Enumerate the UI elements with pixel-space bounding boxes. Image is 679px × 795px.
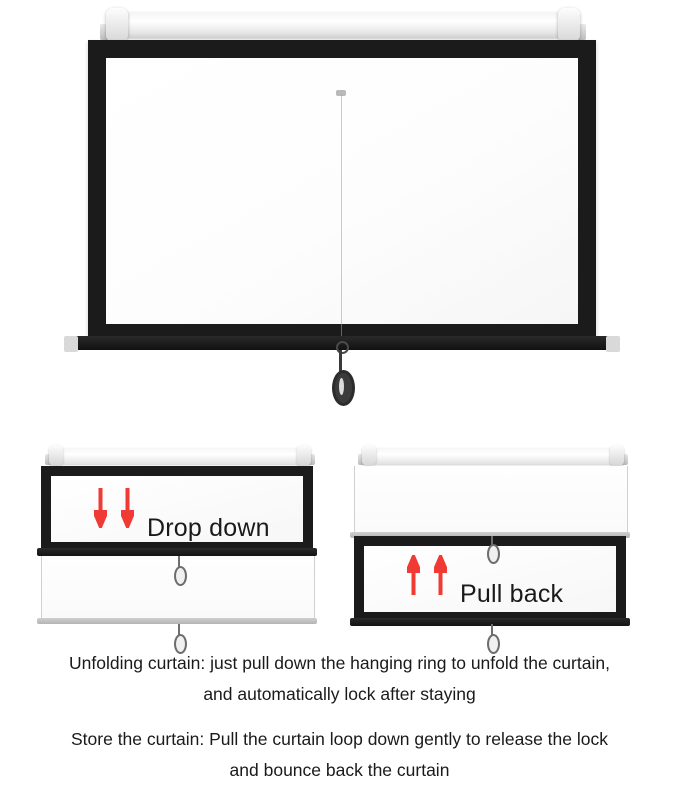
panel-end-cap-left bbox=[49, 445, 63, 466]
panel-hanging-ring-upper-icon bbox=[174, 566, 187, 586]
panel2-retracted-position-outline bbox=[354, 466, 628, 537]
instruction-line-4: and bounce back the curtain bbox=[229, 760, 450, 780]
panel-pull-back bbox=[348, 440, 638, 645]
panel2-end-cap-right bbox=[610, 445, 624, 466]
panel-roller-housing bbox=[57, 448, 305, 464]
instruction-line-3: Store the curtain: Pull the curtain loop down gently to release the lock bbox=[71, 729, 608, 749]
panel-end-cap-right bbox=[297, 445, 311, 466]
roller-end-cap-left bbox=[106, 8, 128, 42]
panel2-end-cap-left bbox=[362, 445, 376, 466]
roller-housing bbox=[118, 12, 568, 38]
down-arrow-icon-2 bbox=[121, 488, 134, 528]
cord-hook-icon bbox=[336, 341, 349, 354]
weight-bar-tip-right bbox=[606, 336, 620, 352]
instruction-line-2: and automatically lock after staying bbox=[203, 684, 476, 704]
panel-weight-bar bbox=[37, 548, 317, 556]
panel2-hanging-ring-upper-icon bbox=[487, 544, 500, 564]
panel2-roller-housing bbox=[370, 448, 618, 464]
instruction-line-1: Unfolding curtain: just pull down the hanging ring to unfold the curtain, bbox=[69, 653, 610, 673]
main-product-image bbox=[60, 6, 620, 406]
up-arrow-icon-1 bbox=[407, 555, 420, 595]
screen-surface bbox=[106, 58, 578, 324]
hanging-ring-hole bbox=[339, 378, 344, 395]
hanging-ring-icon bbox=[332, 370, 355, 406]
panel-caption-pull-back: Pull back bbox=[460, 580, 564, 608]
roller-end-cap-right bbox=[558, 8, 580, 42]
panel-caption-drop-down: Drop down bbox=[147, 514, 270, 542]
weight-bar-tip-left bbox=[64, 336, 78, 352]
screen-frame bbox=[88, 40, 596, 342]
instructions-block bbox=[0, 648, 679, 786]
panel-drop-down bbox=[35, 440, 325, 645]
panel-extended-weight-bar bbox=[37, 618, 317, 624]
down-arrow-icon-1 bbox=[94, 488, 107, 528]
pull-cord bbox=[339, 350, 342, 372]
panel2-weight-bar bbox=[350, 618, 630, 626]
thin-cord-line bbox=[341, 94, 342, 340]
up-arrow-icon-2 bbox=[434, 555, 447, 595]
